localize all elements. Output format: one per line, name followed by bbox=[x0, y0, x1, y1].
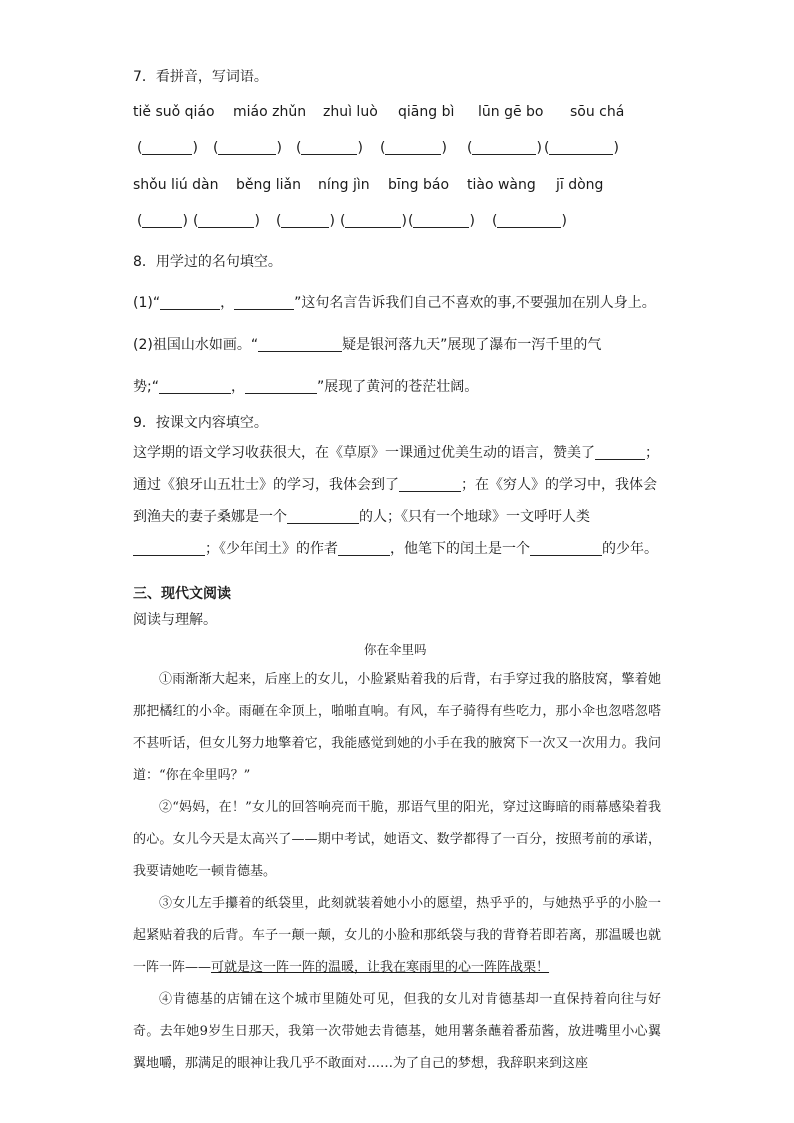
answer-blank[interactable]: ( ) bbox=[137, 140, 198, 156]
q9-line-3 bbox=[133, 506, 590, 526]
q8-item3-suffix: ”展现了黄河的苍茫壮阔。 bbox=[316, 379, 479, 395]
fill-blank[interactable] bbox=[338, 541, 390, 556]
answer-blank[interactable]: ( ) bbox=[467, 140, 542, 156]
fill-blank[interactable] bbox=[159, 379, 231, 394]
q9-line-1 bbox=[133, 442, 659, 462]
section-subheading: 阅读与理解。 bbox=[133, 612, 217, 628]
fill-blank[interactable] bbox=[399, 477, 461, 492]
q9-text: 到渔夫的妻子桑娜是一个 bbox=[133, 509, 287, 525]
answer-blank[interactable]: ( ) bbox=[213, 140, 282, 156]
article-title: 你在伞里吗 bbox=[364, 642, 427, 657]
fill-blank[interactable] bbox=[234, 295, 294, 310]
article-paragraph-4: ④肯德基的店铺在这个城市里随处可见，但我的女儿对肯德基却一直保持着向往与好奇。去年她9岁生日那天，我第一次带她去肯德基，她用薯条蘸着番茄酱，放进嘴里小心翼翼地嚼，那满足的眼神让我几乎不敢面对……为了自己的梦想，我辞职来到这座 bbox=[133, 992, 661, 1071]
answer-blank[interactable]: ( ) bbox=[408, 213, 475, 229]
q8-item1-comma: ， bbox=[220, 295, 235, 311]
q9-title: 9．按课文内容填空。 bbox=[133, 415, 268, 431]
pinyin: tiào wàng bbox=[467, 177, 536, 193]
q9-line-2 bbox=[133, 474, 657, 494]
q9-text: 的人；《只有一个地球》一文呼吁人类 bbox=[359, 509, 590, 525]
pinyin: miáo zhǔn bbox=[233, 104, 307, 120]
q8-item1-prefix: (1)“ bbox=[133, 295, 161, 311]
q8-item3-prefix: 势;“ bbox=[133, 379, 159, 395]
answer-blank[interactable]: ( ) bbox=[492, 213, 567, 229]
q8-item2-prefix: (2)祖国山水如画。“ bbox=[133, 337, 259, 353]
pinyin: zhuì luò bbox=[323, 104, 378, 120]
pinyin: tiě suǒ qiáo bbox=[133, 104, 215, 120]
q8-item2-suffix: 疑是银河落九天”展现了瀑布一泻千里的气 bbox=[342, 337, 602, 353]
fill-blank[interactable] bbox=[245, 379, 317, 394]
answer-blank[interactable]: ( ) bbox=[544, 140, 619, 156]
article-paragraph-3 bbox=[133, 888, 661, 984]
q8-item-1 bbox=[133, 292, 656, 312]
article-paragraph-1: ①雨渐渐大起来，后座上的女儿，小脸紧贴着我的后背，右手穿过我的胳肢窝，擎着她那把橘红的小伞。雨砸在伞顶上，啪啪直响。有风，车子骑得有些吃力，那小伞也忽嗒忽嗒不甚听话，但女儿努力地擎着它，我能感觉到她的小手在我的腋窝下一次又一次用力。我问道：“你在伞里吗？” bbox=[133, 672, 661, 783]
q9-text: ； bbox=[645, 445, 659, 461]
answer-blank[interactable]: ( ) bbox=[380, 140, 447, 156]
pinyin: bīng báo bbox=[388, 177, 450, 193]
q8-item3-comma: ， bbox=[230, 379, 245, 395]
q9-text: ；《少年闰土》的作者 bbox=[205, 541, 338, 557]
q8-title: 8．用学过的名句填空。 bbox=[133, 254, 282, 270]
q8-item-2 bbox=[133, 334, 601, 354]
pinyin: sōu chá bbox=[570, 104, 625, 120]
answer-blank[interactable]: ( ) bbox=[296, 140, 363, 156]
q7-title: 7．看拼音，写词语。 bbox=[133, 69, 268, 85]
pinyin: jī dòng bbox=[556, 177, 604, 193]
underlined-sentence: 可就是这一阵一阵的温暖，让我在寒雨里的心一阵阵战栗！ bbox=[211, 960, 550, 975]
answer-blank[interactable]: ( ) bbox=[193, 213, 260, 229]
q8-item-3 bbox=[133, 376, 478, 396]
pinyin: níng jìn bbox=[318, 177, 370, 193]
answer-blank[interactable]: ( ) bbox=[276, 213, 335, 229]
q9-text: 通过《狼牙山五壮士》的学习，我体会到了 bbox=[133, 477, 399, 493]
fill-blank[interactable] bbox=[258, 337, 342, 352]
article-paragraph-2: ②“妈妈，在！”女儿的回答响亮而干脆，那语气里的阳光，穿过这晦暗的雨幕感染着我的心。女儿今天是太高兴了——期中考试，她语文、数学都得了一百分，按照考前的承诺，我要请她吃一顿肯德基。 bbox=[133, 800, 661, 879]
pinyin: shǒu liú dàn bbox=[133, 177, 219, 193]
answer-blank[interactable]: ( ) bbox=[340, 213, 407, 229]
fill-blank[interactable] bbox=[287, 509, 359, 524]
paragraph-3-text: ③女儿左手攥着的纸袋里，此刻就装着她小小的愿望，热乎乎的，与她热乎乎的小脸一起紧贴着我的后背。车子一颠一颠，女儿的小脸和那纸袋与我的背脊若即若离，那温暖也就一阵一阵—— bbox=[133, 896, 661, 975]
fill-blank[interactable] bbox=[595, 445, 645, 460]
answer-blank[interactable]: ( ) bbox=[137, 213, 188, 229]
q9-line-4 bbox=[133, 538, 658, 558]
fill-blank[interactable] bbox=[160, 295, 220, 310]
fill-blank[interactable] bbox=[133, 541, 205, 556]
section-heading: 三、现代文阅读 bbox=[133, 586, 231, 602]
q9-text: 这学期的语文学习收获很大，在《草原》一课通过优美生动的语言，赞美了 bbox=[133, 445, 595, 461]
fill-blank[interactable] bbox=[530, 541, 602, 556]
q8-item1-suffix: ”这句名言告诉我们自己不喜欢的事,不要强加在别人身上。 bbox=[294, 295, 656, 311]
q9-text: ；在《穷人》的学习中，我体会 bbox=[461, 477, 657, 493]
q9-text: 的少年。 bbox=[602, 541, 658, 557]
pinyin: lūn gē bo bbox=[478, 104, 544, 120]
pinyin: běng liǎn bbox=[236, 177, 301, 193]
q9-text: ，他笔下的闰土是一个 bbox=[390, 541, 530, 557]
pinyin: qiāng bì bbox=[398, 104, 455, 120]
